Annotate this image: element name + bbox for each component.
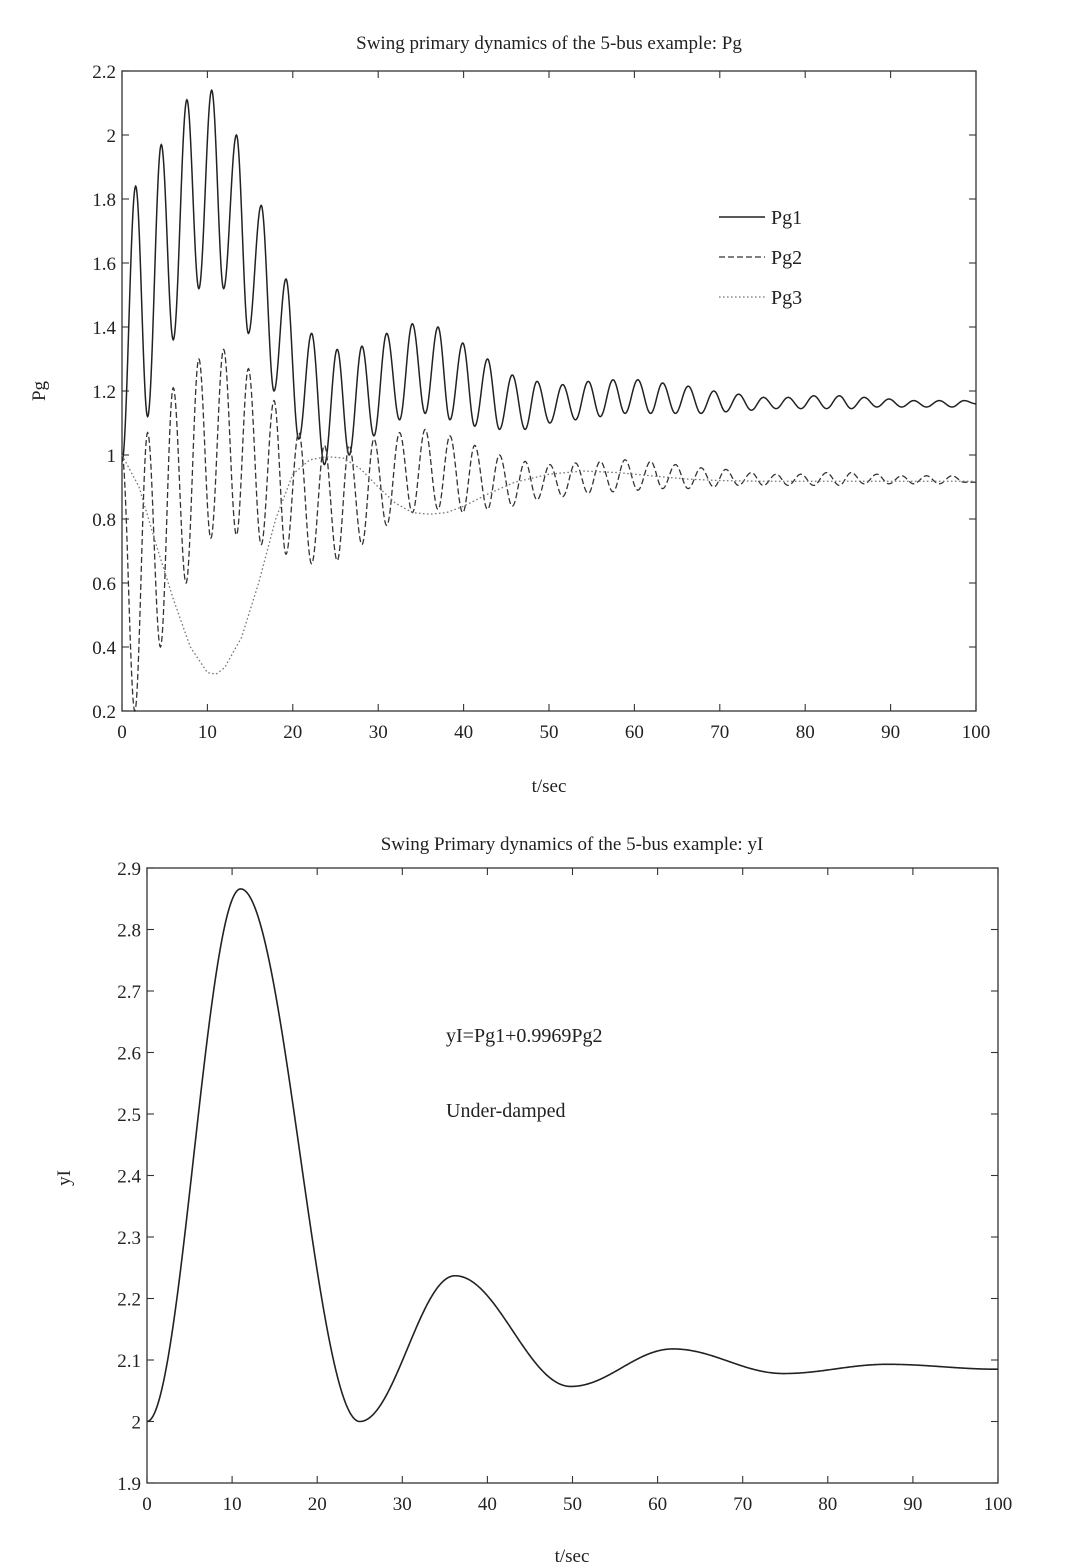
chart1-plot-frame (122, 71, 976, 711)
chart1-xtick-label: 70 (710, 722, 730, 743)
chart1-ytick-label: 0.2 (92, 702, 116, 723)
chart2-ytick-label: 2.6 (117, 1043, 141, 1065)
series-line-yi (147, 889, 998, 1422)
chart1-xlabel: t/sec (531, 776, 567, 797)
chart1-title: Swing primary dynamics of the 5-bus example: Pg (356, 33, 742, 54)
chart1-xtick-label: 90 (881, 722, 901, 743)
chart2-series (147, 889, 998, 1422)
legend-label-pg3: Pg3 (771, 287, 803, 309)
chart2-ytick-label: 2.2 (117, 1289, 141, 1311)
series-line-pg2 (122, 349, 976, 711)
chart2-xtick-label: 60 (648, 1494, 668, 1515)
chart2-ylabel: yI (54, 1170, 75, 1186)
chart2-ytick-label: 1.9 (117, 1474, 141, 1495)
chart2-plot-frame (147, 868, 998, 1483)
chart2-xtick-label: 50 (563, 1494, 582, 1515)
chart2-xtick-label: 20 (307, 1494, 327, 1515)
chart1-ytick-label: 0.6 (92, 574, 116, 595)
chart2-ytick-label: 2.8 (117, 920, 141, 942)
chart1-legend (719, 207, 802, 309)
chart1-xtick-label: 80 (795, 722, 815, 743)
chart1-ytick-label: 2.2 (92, 62, 116, 83)
chart1-xtick-label: 30 (368, 722, 388, 743)
chart2-xtick-label: 90 (903, 1494, 923, 1515)
chart1-ytick-label: 2 (106, 126, 116, 147)
chart1-ytick-label: 1.2 (92, 382, 116, 403)
chart2-xtick-label: 80 (818, 1494, 838, 1515)
chart2-ytick-label: 2.7 (117, 982, 141, 1003)
chart2-ticks (117, 859, 1012, 1515)
chart1-xtick-label: 60 (624, 722, 644, 743)
chart1-xtick-label: 0 (117, 722, 127, 743)
chart1-xtick-label: 40 (454, 722, 474, 743)
chart2-ytick-label: 2.1 (117, 1351, 141, 1372)
legend-label-pg1: Pg1 (771, 207, 803, 229)
chart2-annotation-formula: yI=Pg1+0.9969Pg2 (446, 1025, 603, 1047)
series-line-pg1 (122, 90, 976, 464)
chart1-ytick-label: 0.4 (92, 638, 116, 659)
chart2-xtick-label: 30 (392, 1494, 412, 1515)
legend-label-pg2: Pg2 (771, 247, 803, 269)
chart1-ytick-label: 1.4 (92, 318, 116, 339)
chart1-ticks (92, 62, 990, 743)
chart1-ytick-label: 1.8 (92, 190, 116, 211)
chart2-xtick-label: 40 (477, 1494, 497, 1515)
chart1-ytick-label: 1 (106, 446, 116, 467)
chart2-ytick-label: 2.4 (117, 1166, 141, 1188)
chart2-ytick-label: 2.5 (117, 1105, 141, 1126)
chart1-ytick-label: 1.6 (92, 254, 116, 275)
chart2-ytick-label: 2.3 (117, 1228, 141, 1249)
chart2-xtick-label: 0 (142, 1494, 152, 1515)
chart2-annotation-damping: Under-damped (446, 1100, 566, 1122)
chart2-title: Swing Primary dynamics of the 5-bus example: yI (380, 834, 764, 855)
chart2-ytick-label: 2 (131, 1412, 141, 1434)
chart1-xtick-label: 50 (539, 722, 559, 743)
pg-chart (29, 33, 990, 797)
chart1-series (122, 90, 976, 711)
chart1-ylabel: Pg (29, 380, 50, 402)
chart1-ytick-label: 0.8 (92, 510, 116, 531)
chart1-xtick-label: 10 (197, 722, 217, 743)
yi-chart (54, 834, 1012, 1567)
chart2-xlabel: t/sec (554, 1546, 590, 1567)
chart2-xtick-label: 100 (983, 1494, 1013, 1515)
chart2-xtick-label: 10 (222, 1494, 242, 1515)
chart2-xtick-label: 70 (733, 1494, 753, 1515)
series-line-pg3 (122, 455, 976, 674)
chart2-ytick-label: 2.9 (117, 859, 141, 880)
chart1-xtick-label: 100 (961, 722, 991, 743)
chart1-xtick-label: 20 (283, 722, 303, 743)
